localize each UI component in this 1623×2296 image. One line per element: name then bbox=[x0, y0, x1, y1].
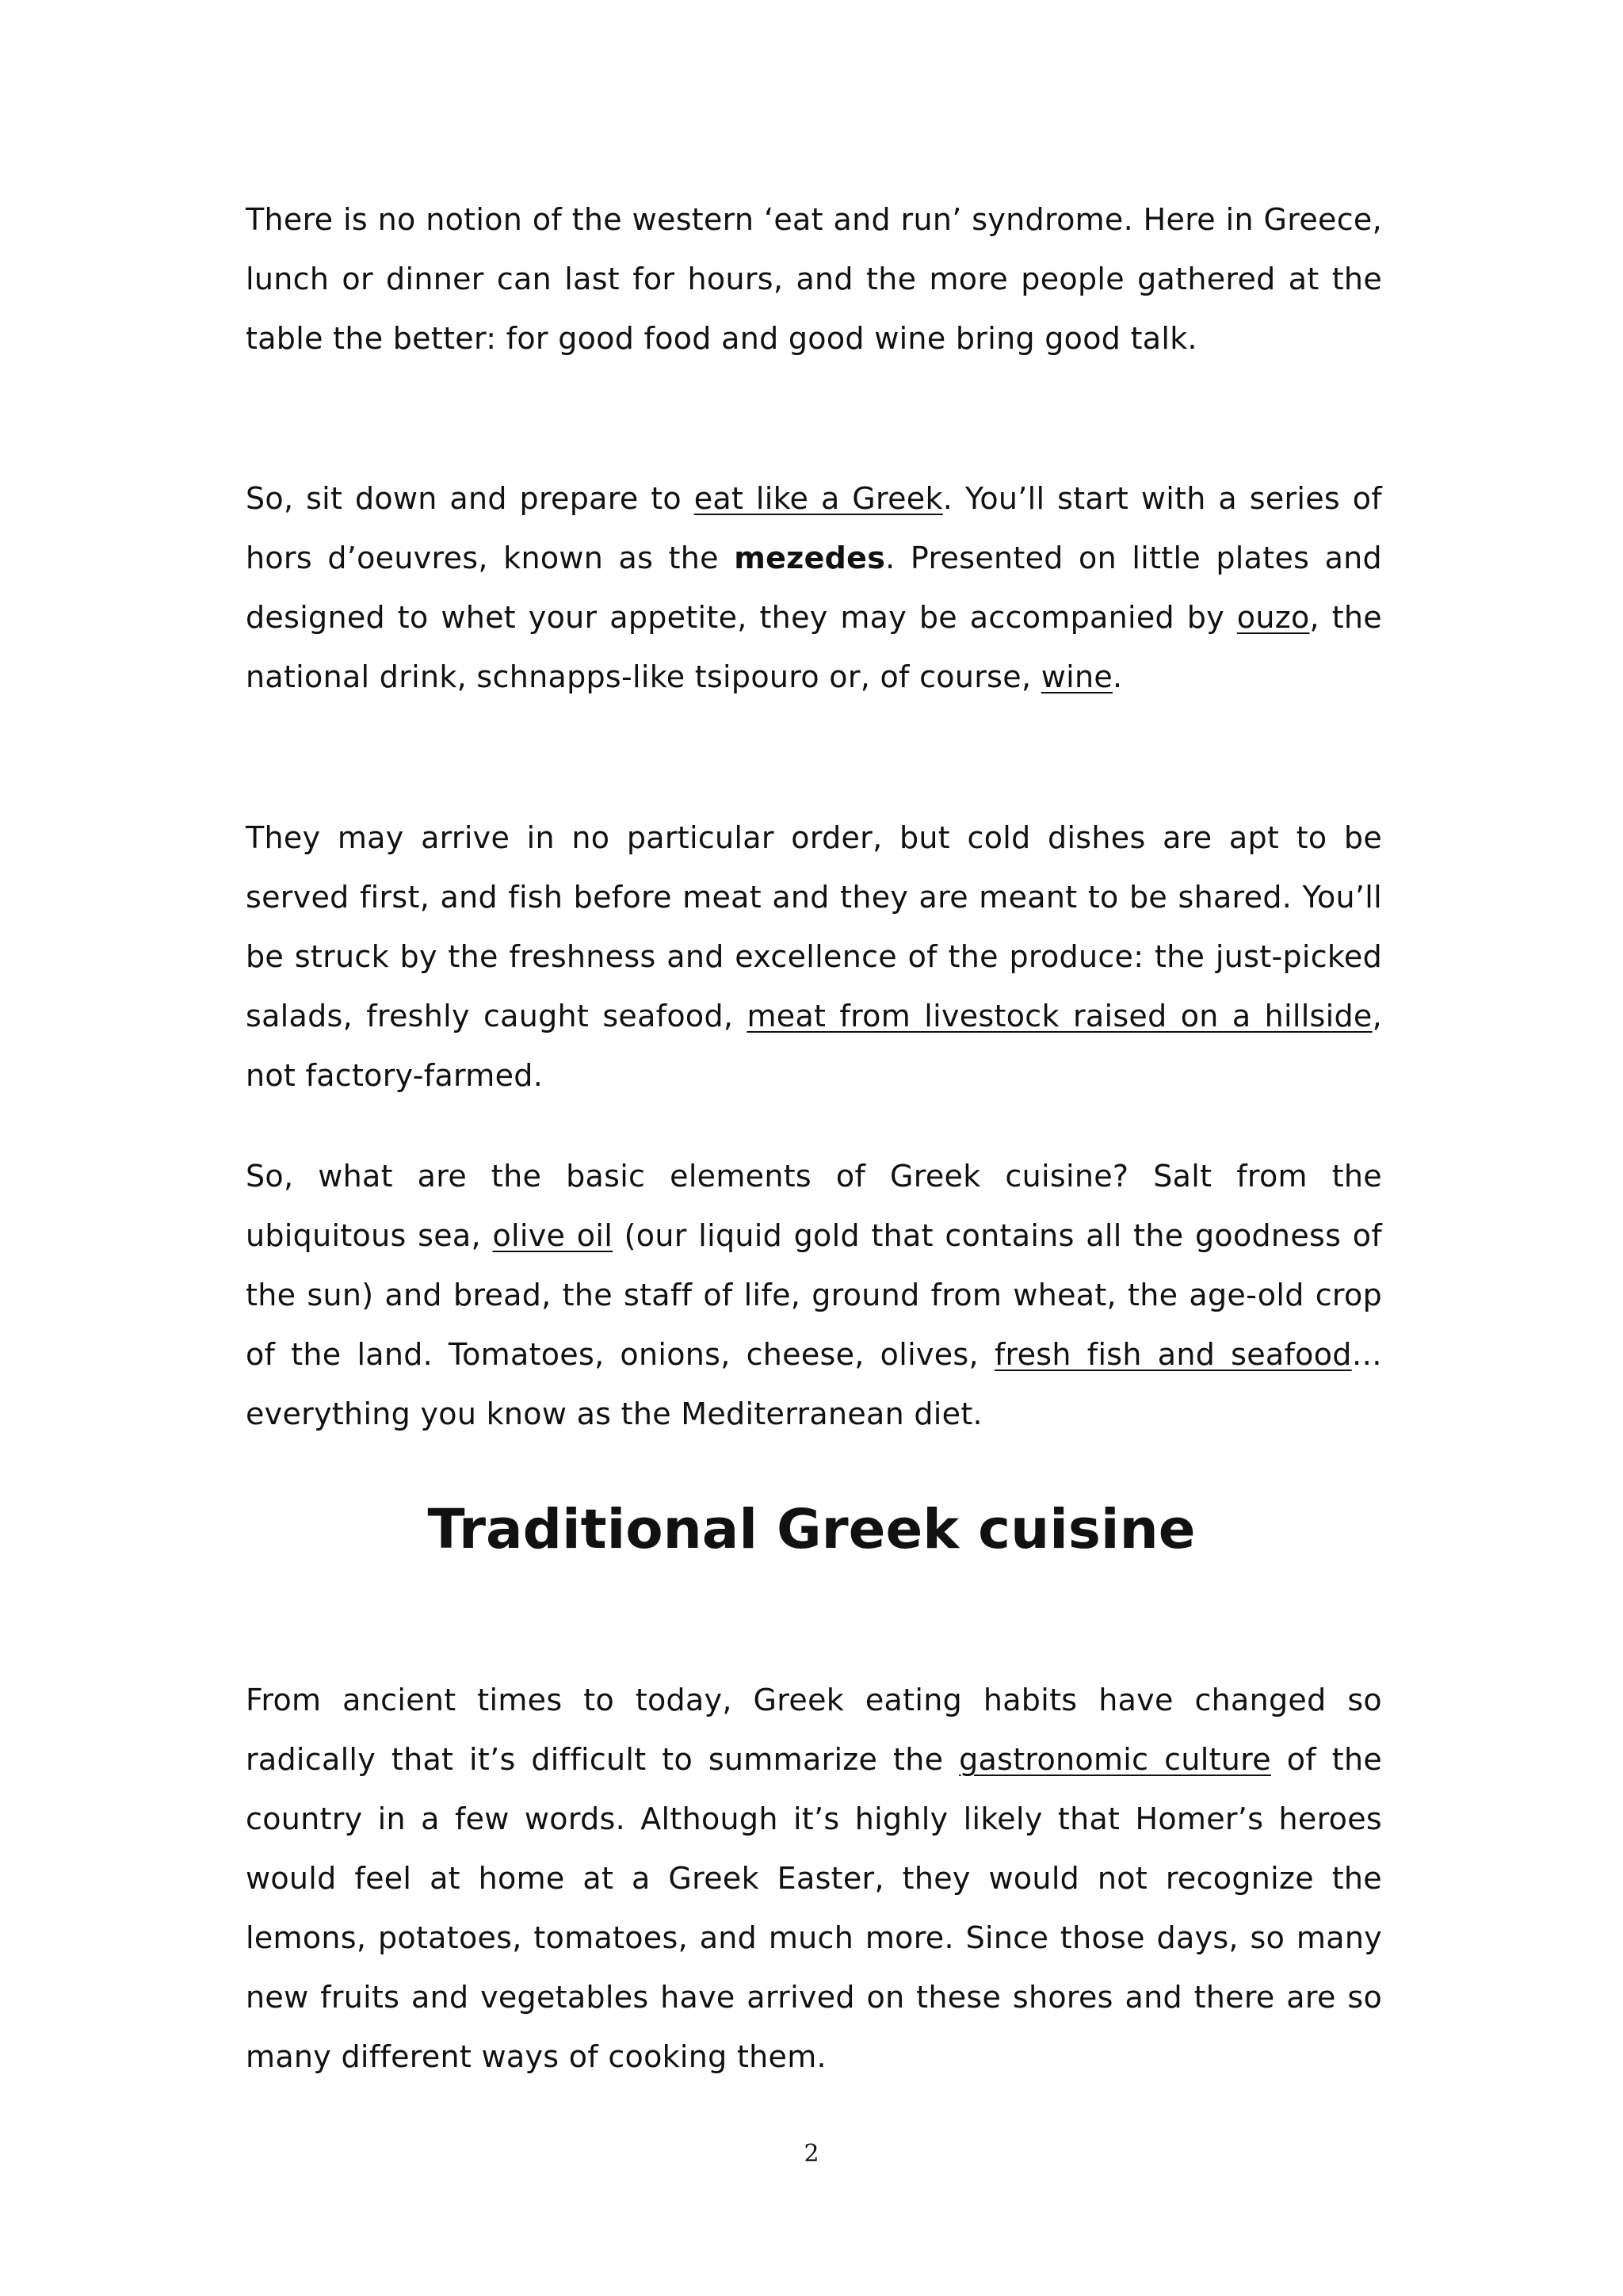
paragraph-text: , not factory-farmed. bbox=[246, 999, 1382, 1093]
link-fresh-fish-and-seafood[interactable]: fresh fish and seafood bbox=[994, 1337, 1352, 1372]
link-meat-from-livestock[interactable]: meat from livestock raised on a hillside bbox=[747, 999, 1373, 1033]
paragraph-text: There is no notion of the western ‘eat and run’ syndrome. Here in Greece, lunch or dinner can last for hours, and the more people gathered at the table the better: for good food and good wine bring good talk. bbox=[246, 202, 1382, 356]
paragraph-mezedes bbox=[246, 469, 1382, 707]
paragraph-text: , the national drink, schnapps-like tsipouro or, of course, bbox=[246, 600, 1382, 694]
paragraph-text: From ancient times to today, Greek eating habits have changed so radically that it’s difficult to summarize the bbox=[246, 1683, 1382, 1777]
paragraph-text: So, what are the basic elements of Greek cuisine? Salt from the ubiquitous sea, bbox=[246, 1159, 1382, 1253]
paragraph-text: . bbox=[1113, 659, 1123, 694]
link-eat-like-a-greek[interactable]: eat like a Greek bbox=[693, 481, 943, 516]
paragraph-text: of the country in a few words. Although it’s highly likely that Homer’s heroes would feel at home at a Greek Easter, they would not recognize the lemons, potatoes, tomatoes, and much more. Since those days, so many new fruits and vegetables have arrived on these shores and there are so many different ways of cooking them. bbox=[246, 1742, 1383, 2074]
paragraph-eat-and-run bbox=[246, 190, 1382, 369]
page-number: 2 bbox=[804, 2140, 819, 2168]
section-heading: Traditional Greek cuisine bbox=[427, 1498, 1196, 1561]
paragraph-text: … everything you know as the Mediterranean diet. bbox=[246, 1337, 1382, 1431]
paragraph-eating-habits bbox=[246, 1671, 1382, 2087]
paragraph-text: (our liquid gold that contains all the goodness of the sun) and bread, the staff of life, ground from wheat, the age-old crop of the land. Tomatoes, onions, cheese, olives, bbox=[246, 1218, 1383, 1372]
paragraph-text: So, sit down and prepare to bbox=[246, 481, 694, 516]
paragraph-text: . Presented on little plates and designed to whet your appetite, they may be accompanied by bbox=[246, 541, 1382, 635]
paragraph-text: They may arrive in no particular order, but cold dishes are apt to be served first, and fish before meat and they are meant to be shared. You’ll be struck by the freshness and excellence of the produce: the just-picked salads, freshly caught seafood, bbox=[246, 820, 1382, 1033]
link-gastronomic-culture[interactable]: gastronomic culture bbox=[959, 1742, 1271, 1777]
link-ouzo[interactable]: ouzo bbox=[1236, 600, 1310, 635]
bold-term-mezedes: mezedes bbox=[734, 541, 886, 575]
paragraph-dish-order bbox=[246, 808, 1382, 1106]
paragraph-basic-elements bbox=[246, 1147, 1382, 1444]
link-wine[interactable]: wine bbox=[1041, 659, 1113, 694]
link-olive-oil[interactable]: olive oil bbox=[492, 1218, 613, 1253]
paragraph-text: . You’ll start with a series of hors d’oeuvres, known as the bbox=[246, 481, 1382, 575]
